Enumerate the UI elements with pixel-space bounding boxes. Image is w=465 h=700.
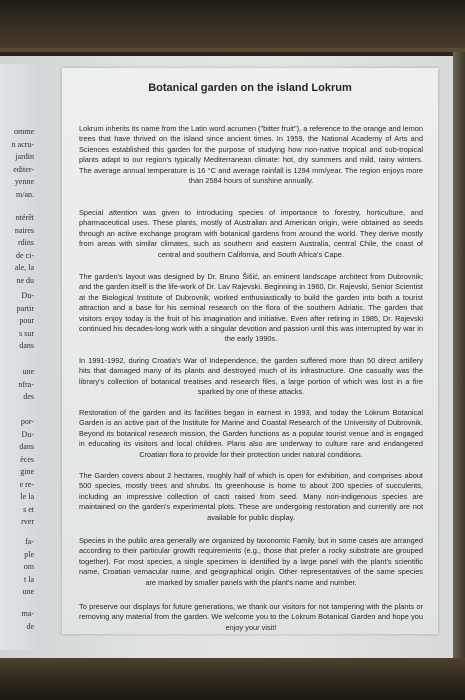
paragraph-war: In 1991-1992, during Croatia's War of Independence, the garden suffered more than 50 direct artillery hits that damaged many of its plants and destroyed much of its infrastructure. One casualty was the library's collection of botanical treatises and research files, a large portion of which was lost in a fire sparked by one of these attacks. bbox=[79, 356, 423, 397]
paragraph-history: The garden's layout was designed by Dr. Bruno Šišić, an eminent landscape architect from Dubrovnik; and the garden itself is the life-work of Dr. Lav Rajevski. Beginning in 1960, Dr. Rajevski, Senior Scientist at the Biological Institute of Dubrovnik, worked enthusiastically to build the garden into both a tourist attraction and a base for his seminal research on the flora of the southern Adriatic. The garden that visitors enjoy today is the fruit of his imagination and initiative. Even after retiring in 1985, Dr. Rajevski continued his decades-long work with a singular devotion and passion until this was interrupted by war in the early 1990s. bbox=[79, 272, 423, 344]
french-fragment: Du- partir pour s sur dans bbox=[16, 291, 34, 350]
wooden-frame-top bbox=[0, 0, 465, 52]
panel-title: Botanical garden on the island Lokrum bbox=[148, 82, 352, 94]
french-fragment: ntérêt naires rdins de ci- ale, la ne du bbox=[14, 213, 34, 285]
paragraph-closing: To preserve our displays for future generations, we thank our visitors for not tampering with the plants or removing any material from the garden. We welcome you to the Lokrum Botanical Garden and hope you enjoy your visit! bbox=[79, 602, 423, 632]
paragraph-area: The Garden covers about 2 hectares, roughly half of which is open for exhibition, and comprises about 500 species, mostly trees and shrubs. Its greenhouse is home to about 200 species of succulents, including an impressive collection of cacti raised from seed. Many non-indigenous species are maintained on the garden's experimental plots. These are undergoing restoration and currently are not available for public display. bbox=[79, 471, 423, 522]
paragraph-origin: Lokrum inherits its name from the Latin word acrumen ("bitter fruit"), a reference to the orange and lemon trees that have thrived on the island since ancient times. In 1959, the National Academy of Arts and Sciences established this garden for the purpose of studying how non-native tropical and sub-tropical plants adapt to our region's typically Mediterranean climate: hot, dry summers and mild, rainy winters. The average annual temperature is 16 °C and average rainfall is 1294 mm/year. The region enjoys more than 2584 hours of sunshine annually. bbox=[79, 124, 423, 186]
wooden-frame-bottom bbox=[0, 658, 465, 700]
french-fragment: por- Du- dans èces gine e re- le la s et rver bbox=[19, 417, 34, 526]
french-fragment: fa- ple om t la une bbox=[22, 537, 34, 596]
frame-right-edge bbox=[453, 52, 465, 662]
french-fragment: omme n acru- jardin editer- yenne m/an. bbox=[11, 127, 34, 199]
english-text-panel bbox=[62, 68, 438, 634]
paragraph-restoration: Restoration of the garden and its facilities began in earnest in 1993, and today the Lokrum Botanical Garden is an active part of the Institute for Marine and Coastal Research of the University of Dubrovnik. Beyond its botanical research mission, the Garden functions as a popular tourist venue and is engaged in educating its visitors and local children. Plans also are underway to culture rare and endangered Croatian flora to provide for their protection under natural conditions. bbox=[79, 408, 423, 459]
paragraph-species: Special attention was given to introducing species of importance to forestry, horticulture, and pharmaceutical uses. These plants, mostly of Australian and American origin, were obtained as seeds through an active exchange program with botanical gardens from around the world. They derive mostly from areas with similar climates, such as southern and eastern Australia, central Chile, the coast of central and southern California, and South Africa's Cape. bbox=[79, 208, 423, 259]
french-fragment: ma- de bbox=[21, 609, 34, 631]
french-text-panel bbox=[0, 64, 38, 650]
french-fragment: une nfra- des bbox=[18, 367, 34, 401]
paragraph-organization: Species in the public area generally are organized by taxonomic Family, but in some cases are arranged according to their particular growth requirements (e.g., those that prefer a rocky substrate are grouped together). For most species, a single specimen is identified by a large panel with the plant's scientific name, Croatian vernacular name, and geographical origin. Other representatives of the same species are marked by smaller panels with the plant's name and number. bbox=[79, 536, 423, 587]
